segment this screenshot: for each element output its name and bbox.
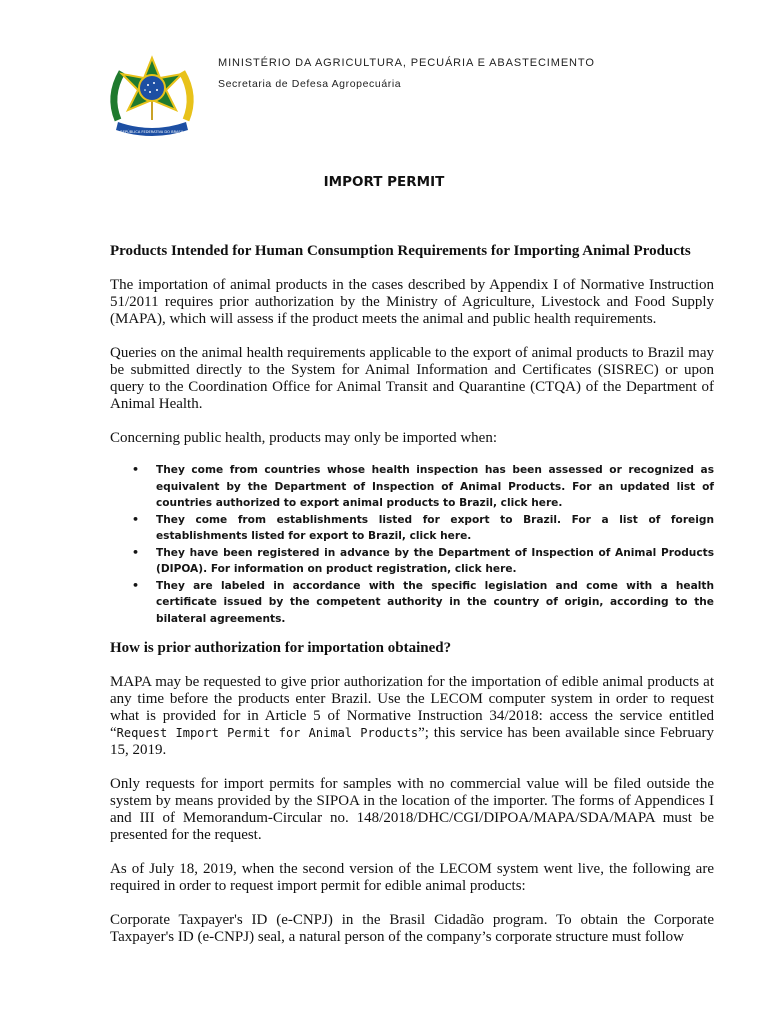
list-item	[132, 578, 714, 628]
section-heading-requirements: Products Intended for Human Consumption Requirements for Importing Animal Products	[110, 243, 691, 259]
paragraph-public-health: Concerning public health, products may only be imported when:	[110, 430, 497, 446]
list-item-text: They have been registered in advance by the Department of Inspection of Animal Products (DIPOA). For information on product registration, click here.	[156, 546, 714, 575]
document-body	[110, 243, 714, 963]
paragraph-ecnpj: Corporate Taxpayer's ID (e-CNPJ) in the Brasil Cidadão program. To obtain the Corporate Taxpayer's ID (e-CNPJ) seal, a natural person of the company’s corporate structure must follow	[110, 912, 714, 945]
paragraph-queries: Queries on the animal health requirements applicable to the export of animal products to Brazil may be submitted directly to the System for Animal Information and Certificates (SISREC) or upon query to the Coordination Office for Animal Transit and Quarantine (CTQA) of the Department of Animal Health.	[110, 345, 714, 412]
bullet-icon: •	[132, 463, 140, 476]
letterhead	[104, 50, 724, 140]
bullet-icon: •	[132, 512, 140, 526]
document-title: IMPORT PERMIT	[323, 174, 445, 190]
service-name: Request Import Permit for Animal Products	[116, 726, 419, 740]
ministry-name: MINISTÉRIO DA AGRICULTURA, PECUÁRIA E ABASTECIMENTO	[218, 57, 595, 69]
list-item	[132, 545, 714, 578]
paragraph-text: ”; this service has been available since February 15, 2019.	[110, 725, 714, 758]
emblem-ribbon-text: REPÚBLICA FEDERATIVA DO BRASIL	[120, 130, 184, 134]
paragraph-mapa-request	[110, 674, 714, 759]
requirements-list	[110, 462, 714, 627]
paragraph-samples: Only requests for import permits for samples with no commercial value will be filed outside the system by means provided by the SIPOA in the location of the importer. The forms of Appendices I and III of Memorandum-Circular no. 148/2018/DHC/CGI/DIPOA/MAPA/SDA/MAPA must be presented for the request.	[110, 776, 714, 843]
list-item-text: They come from establishments listed for export to Brazil. For a list of foreign establishments listed for export to Brazil, click here.	[156, 513, 714, 542]
list-item	[132, 462, 714, 512]
section-heading-authorization: How is prior authorization for importation obtained?	[110, 640, 452, 656]
list-item-text: They are labeled in accordance with the specific legislation and come with a health certificate issued by the competent authority in the country of origin, according to the bilateral agreements.	[156, 579, 714, 625]
paragraph-text: MAPA may be requested to give prior authorization for the importation of edible animal products at any time before the products enter Brazil. Use the LECOM computer system in order to request what is provided for in Article 5 of Normative Instruction 34/2018: access the service entitled “	[110, 674, 714, 741]
brazil-coat-of-arms-icon	[104, 50, 200, 142]
list-item	[132, 512, 714, 545]
paragraph-importation: The importation of animal products in the cases described by Appendix I of Normative Instruction 51/2011 requires prior authorization by the Ministry of Agriculture, Livestock and Food Supply (MAPA), which will assess if the product meets the animal and public health requirements.	[110, 277, 714, 327]
bullet-icon: •	[132, 578, 140, 592]
list-item-text: They come from countries whose health inspection has been assessed or recognized as equivalent by the Department of Inspection of Animal Products. For an updated list of countries authorized to export animal products to Brazil, click here.	[156, 464, 714, 509]
paragraph-lecom: As of July 18, 2019, when the second version of the LECOM system went live, the following are required in order to request import permit for edible animal products:	[110, 861, 714, 894]
bullet-icon: •	[132, 545, 140, 559]
secretariat-name: Secretaria de Defesa Agropecuária	[218, 78, 402, 90]
